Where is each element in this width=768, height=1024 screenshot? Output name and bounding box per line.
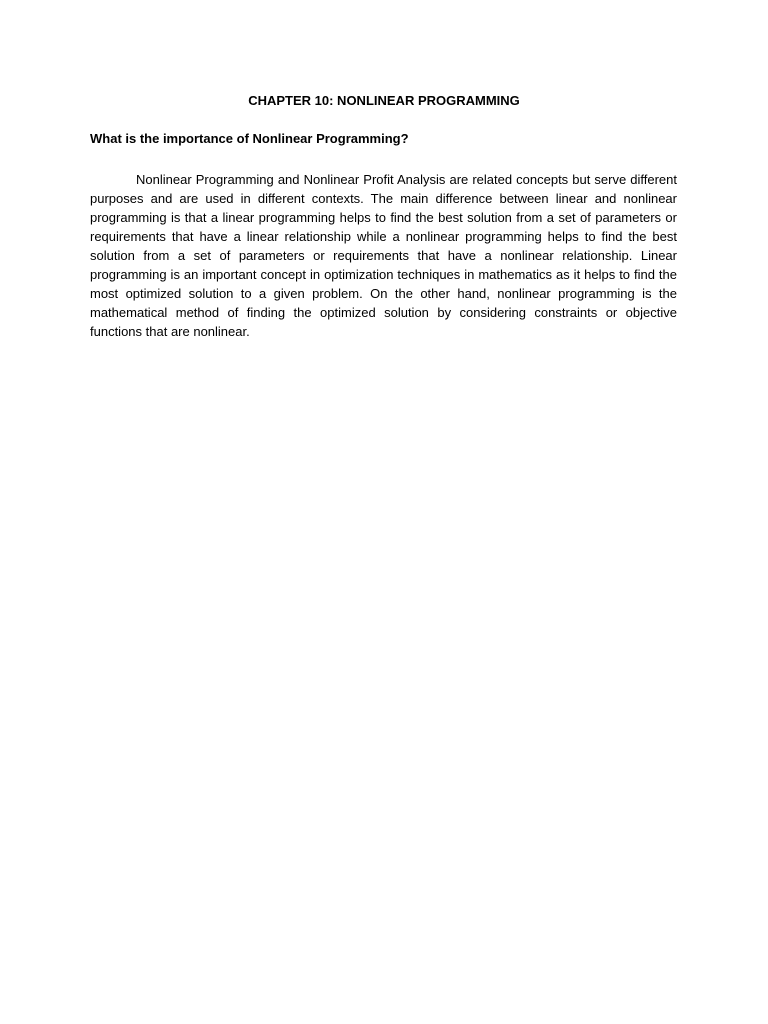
chapter-title: CHAPTER 10: NONLINEAR PROGRAMMING [248, 93, 520, 108]
section-question-heading: What is the importance of Nonlinear Programming? [90, 131, 409, 146]
body-paragraph: Nonlinear Programming and Nonlinear Profit Analysis are related concepts but serve different purposes and are used in different contexts. The main difference between linear and nonlinear programming is that a linear programming helps to find the best solution from a set of parameters or requirements that have a linear relationship while a nonlinear programming helps to find the best solution from a set of parameters or requirements that have a nonlinear relationship. Linear programming is an important concept in optimization techniques in mathematics as it helps to find the most optimized solution to a given problem. On the other hand, nonlinear programming is the mathematical method of finding the optimized solution by considering constraints or objective functions that are nonlinear. [90, 172, 677, 339]
